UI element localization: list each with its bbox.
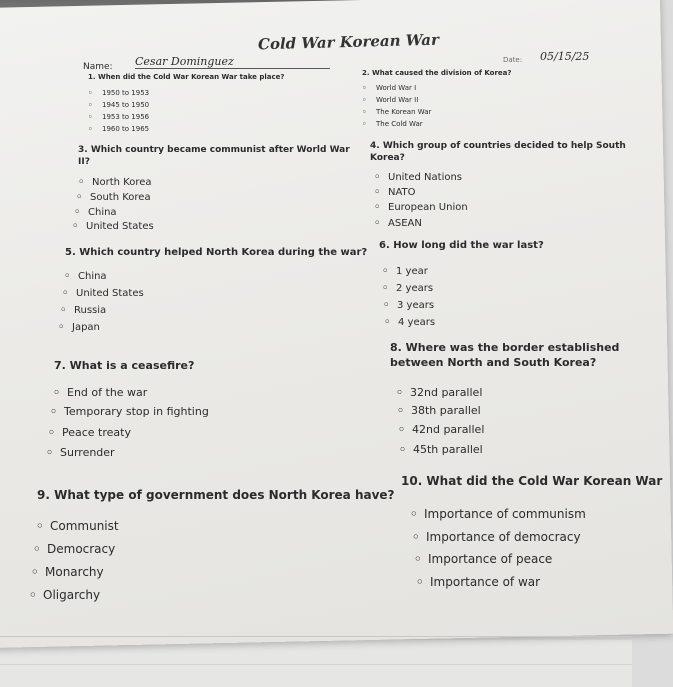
question-2: 2. What caused the division of Korea? — [362, 69, 512, 77]
name-label: Name: — [83, 62, 113, 72]
q5-option-1: ◦ China — [64, 271, 107, 282]
question-9: 9. What type of government does North Korea have? — [37, 488, 395, 502]
q7-option-4: ◦ Surrender — [46, 446, 115, 459]
q5-option-4: ◦ Japan — [58, 322, 100, 333]
q4-option-2: ◦ NATO — [374, 187, 416, 198]
q9-option-3: ◦ Monarchy — [31, 565, 104, 579]
q10-option-1: ◦ Importance of communism — [410, 507, 586, 521]
worksheet-title: Cold War Korean War — [257, 30, 440, 54]
q10-option-2: ◦ Importance of democracy — [412, 530, 581, 544]
q1-option-2: ◦ 1945 to 1950 — [88, 101, 149, 109]
q2-option-4: ◦ The Cold War — [362, 120, 423, 128]
q7-option-1: ◦ End of the war — [53, 386, 147, 399]
q3-option-4: ◦ United States — [72, 221, 154, 232]
q10-option-4: ◦ Importance of war — [416, 575, 540, 589]
question-1: 1. When did the Cold War Korean War take place? — [88, 73, 285, 81]
q4-option-4: ◦ ASEAN — [374, 218, 422, 229]
table-line — [0, 664, 632, 665]
q6-option-4: ◦ 4 years — [384, 317, 435, 328]
paper-bottom-edge — [0, 636, 632, 637]
q1-option-4: ◦ 1960 to 1965 — [88, 125, 149, 133]
date-label: Date: — [503, 56, 523, 64]
q1-option-1: ◦ 1950 to 1953 — [88, 89, 149, 97]
q9-option-1: ◦ Communist — [36, 519, 119, 533]
q5-option-3: ◦ Russia — [60, 305, 106, 316]
q8-option-2: ◦ 38th parallel — [397, 404, 481, 417]
q8-option-4: ◦ 45th parallel — [399, 443, 483, 456]
q9-option-2: ◦ Democracy — [33, 542, 115, 556]
question-6: 6. How long did the war last? — [379, 240, 544, 251]
q3-option-3: ◦ China — [74, 207, 117, 218]
q1-option-3: ◦ 1953 to 1956 — [88, 113, 149, 121]
q5-option-2: ◦ United States — [62, 288, 144, 299]
q6-option-3: ◦ 3 years — [383, 300, 434, 311]
q9-option-4: ◦ Oligarchy — [29, 588, 100, 602]
question-4: 4. Which group of countries decided to help South Korea? — [370, 141, 626, 163]
question-10: 10. What did the Cold War Korean War — [401, 474, 663, 488]
question-8: 8. Where was the border established between North and South Korea? — [390, 341, 620, 369]
q7-option-3: ◦ Peace treaty — [48, 426, 131, 439]
q3-option-1: ◦ North Korea — [78, 177, 152, 188]
name-value: Cesar Dominguez — [135, 55, 330, 69]
q6-option-1: ◦ 1 year — [382, 266, 428, 277]
q2-option-3: ◦ The Korean War — [362, 108, 431, 116]
q4-option-3: ◦ European Union — [374, 202, 468, 213]
q8-option-3: ◦ 42nd parallel — [398, 423, 484, 436]
q3-option-2: ◦ South Korea — [76, 192, 151, 203]
q6-option-2: ◦ 2 years — [382, 283, 433, 294]
q8-option-1: ◦ 32nd parallel — [396, 386, 482, 399]
date-value: 05/15/25 — [540, 50, 590, 63]
q2-option-1: ◦ World War I — [362, 84, 416, 92]
q2-option-2: ◦ World War II — [362, 96, 418, 104]
question-7: 7. What is a ceasefire? — [54, 359, 195, 372]
q10-option-3: ◦ Importance of peace — [414, 552, 552, 566]
q7-option-2: ◦ Temporary stop in fighting — [50, 405, 209, 418]
q4-option-1: ◦ United Nations — [374, 172, 462, 183]
question-5: 5. Which country helped North Korea during the war? — [65, 247, 368, 258]
question-3: 3. Which country became communist after World War II? — [78, 145, 350, 167]
